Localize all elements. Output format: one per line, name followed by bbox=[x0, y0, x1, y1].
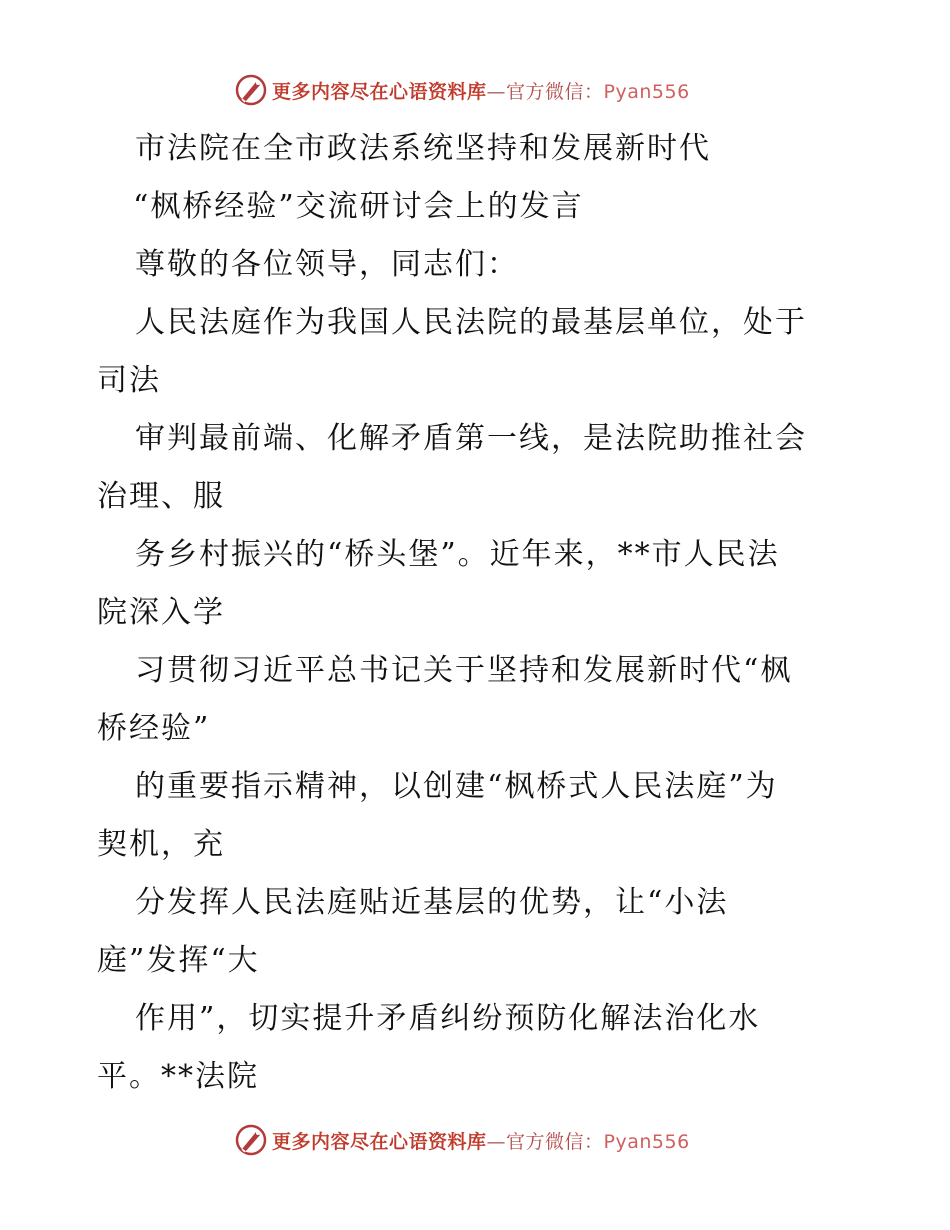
paragraph-line: 契机，充 bbox=[97, 827, 225, 862]
banner-text bbox=[272, 77, 690, 104]
banner-wechat-id: Pyan556 bbox=[603, 80, 690, 103]
banner-wechat-label: 官方微信： bbox=[506, 1130, 604, 1153]
paragraph-line: 桥经验” bbox=[97, 711, 211, 746]
paragraph-line: 平。**法院 bbox=[97, 1059, 259, 1094]
document-title-line-1: 市法院在全市政法系统坚持和发展新时代 bbox=[135, 131, 711, 166]
paragraph-line: 审判最前端、化解矛盾第一线，是法院助推社会 bbox=[135, 421, 807, 456]
pen-logo-icon bbox=[234, 73, 268, 107]
paragraph-line: 治理、服 bbox=[97, 479, 225, 514]
paragraph-line: 分发挥人民法庭贴近基层的优势，让“小法 bbox=[135, 885, 729, 920]
paragraph-line: 的重要指示精神，以创建“枫桥式人民法庭”为 bbox=[135, 769, 778, 804]
paragraph-line: 作用”，切实提升矛盾纠纷预防化解法治化水 bbox=[135, 1001, 761, 1036]
banner-wechat-label: 官方微信： bbox=[506, 80, 604, 103]
paragraph-line: 院深入学 bbox=[97, 595, 225, 630]
paragraph-line: 司法 bbox=[97, 363, 161, 398]
banner-main-text: 更多内容尽在心语资料库 bbox=[272, 80, 487, 103]
pen-logo-icon bbox=[234, 1123, 268, 1157]
banner-separator: — bbox=[486, 1130, 507, 1153]
paragraph-line: 务乡村振兴的“桥头堡”。近年来，**市人民法 bbox=[135, 537, 780, 572]
paragraph-line: 庭”发挥“大 bbox=[97, 943, 260, 978]
document-title-line-2: “枫桥经验”交流研讨会上的发言 bbox=[133, 189, 584, 224]
banner-wechat-id: Pyan556 bbox=[603, 1130, 690, 1153]
banner-main-text: 更多内容尽在心语资料库 bbox=[272, 1130, 487, 1153]
document-body bbox=[97, 120, 867, 1106]
banner-text bbox=[272, 1127, 690, 1154]
banner-separator: — bbox=[486, 80, 507, 103]
document-greeting: 尊敬的各位领导，同志们： bbox=[135, 247, 519, 282]
footer-banner bbox=[234, 1122, 690, 1158]
paragraph-line: 习贯彻习近平总书记关于坚持和发展新时代“枫 bbox=[135, 653, 793, 688]
header-banner bbox=[234, 72, 690, 108]
paragraph-line: 人民法庭作为我国人民法院的最基层单位，处于 bbox=[135, 305, 807, 340]
